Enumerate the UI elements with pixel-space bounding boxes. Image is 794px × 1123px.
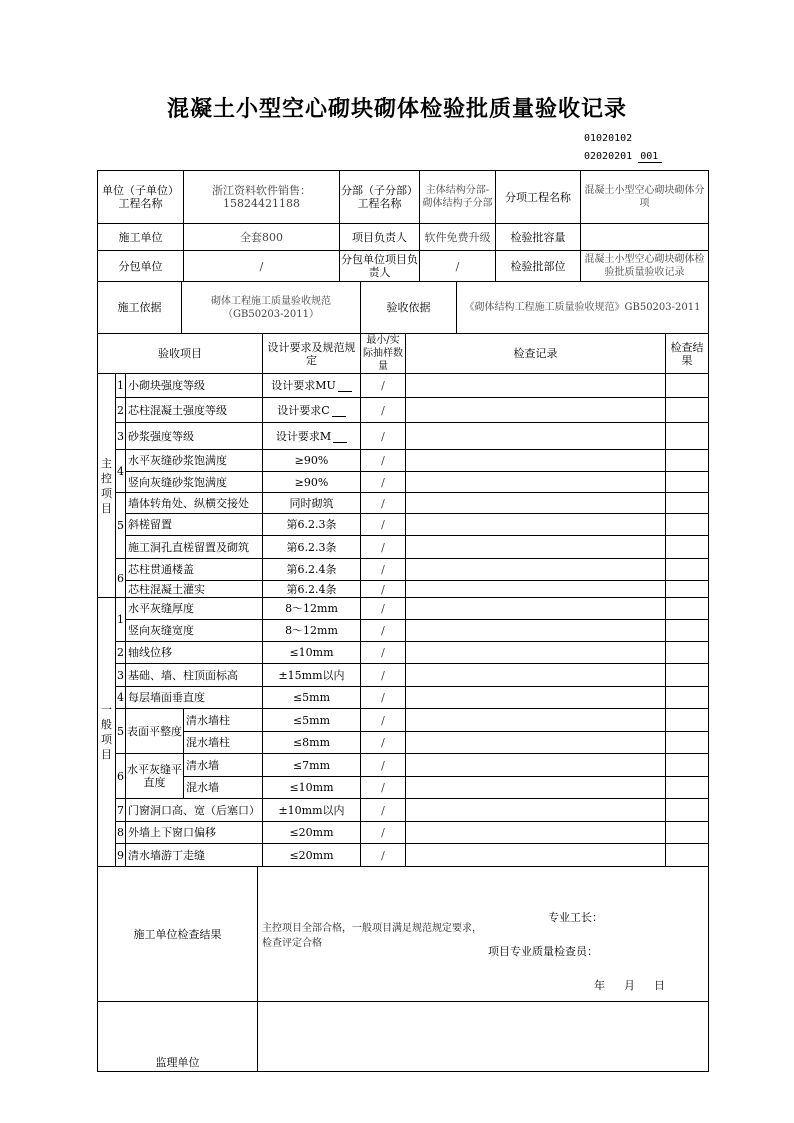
item-spec: 第6.2.3条 [263, 536, 361, 559]
item-name: 清水墙游丁走缝 [126, 844, 263, 867]
item-record[interactable] [406, 581, 666, 598]
item-sample: / [361, 374, 406, 398]
accept-basis-value: 《砌体结构工程施工质量验收规范》GB50203-2011 [457, 282, 709, 334]
item-name: 芯柱混凝土强度等级 [126, 398, 263, 423]
main-control-label: 主控项目 [98, 374, 116, 598]
item-number: 6 [116, 559, 126, 598]
item-result[interactable] [666, 822, 709, 844]
header-sample: 最小/实际抽样数量 [361, 334, 406, 374]
item-record[interactable] [406, 822, 666, 844]
item-name: 混水墙柱 [184, 732, 263, 754]
item-record[interactable] [406, 844, 666, 867]
item-sample: / [361, 709, 406, 732]
date-label: 年 月 日 [594, 979, 669, 992]
form-code-2: 02020201 001 [584, 151, 662, 163]
item-name: 门窗洞口高、宽（后塞口） [126, 799, 263, 822]
header-result: 检查结果 [666, 334, 709, 374]
general-label: 一般项目 [98, 598, 116, 867]
pm-label: 项目负责人 [340, 224, 420, 251]
item-name: 竖向灰缝砂浆饱满度 [126, 472, 263, 493]
subcontractor-value: / [184, 251, 340, 282]
item-sample: / [361, 664, 406, 687]
location-label: 检验批部位 [496, 251, 581, 282]
item-result[interactable] [666, 374, 709, 398]
item-name: 基础、墙、柱顶面标高 [126, 664, 263, 687]
item-name: 外墙上下窗口偏移 [126, 822, 263, 844]
item-record[interactable] [406, 620, 666, 642]
item-spec: 设计要求MU [263, 374, 361, 398]
item-result[interactable] [666, 732, 709, 754]
item-spec: ≤20mm [263, 822, 361, 844]
item-name: 小砌块强度等级 [126, 374, 263, 398]
item-name: 砂浆强度等级 [126, 423, 263, 450]
item-spec: 8～12mm [263, 620, 361, 642]
constructor-label: 施工单位 [98, 224, 184, 251]
item-spec: ≥90% [263, 472, 361, 493]
item-sample: / [361, 799, 406, 822]
form-serial: 001 [638, 151, 662, 163]
item-name: 施工洞孔直槎留置及砌筑 [126, 536, 263, 559]
sub-pm-value: / [420, 251, 496, 282]
item-result[interactable] [666, 450, 709, 472]
item-number: 5 [116, 709, 126, 754]
item-sample: / [361, 620, 406, 642]
item-result[interactable] [666, 398, 709, 423]
item-number: 3 [116, 664, 126, 687]
item-result[interactable] [666, 472, 709, 493]
item-record[interactable] [406, 754, 666, 777]
item-result[interactable] [666, 687, 709, 709]
item-name: 水平灰缝砂浆饱满度 [126, 450, 263, 472]
item-result[interactable] [666, 598, 709, 620]
basis-value: 砌体工程施工质量验收规范（GB50203-2011） [182, 282, 361, 334]
item-result[interactable] [666, 799, 709, 822]
item-sample: / [361, 822, 406, 844]
item-group: 水平灰缝平直度 [126, 754, 184, 799]
item-sample: / [361, 450, 406, 472]
item-result[interactable] [666, 559, 709, 581]
item-result[interactable] [666, 664, 709, 687]
item-spec: ≤10mm [263, 642, 361, 664]
item-record[interactable] [406, 777, 666, 799]
unit-value: 浙江资料软件销售：15824421188 [184, 171, 340, 224]
item-sample: / [361, 559, 406, 581]
constructor-check-label: 施工单位检查结果 [98, 867, 258, 1002]
item-sample: / [361, 581, 406, 598]
part-value: 主体结构分部-砌体结构子分部 [420, 171, 496, 224]
item-spec: ≤5mm [263, 709, 361, 732]
item-sample: / [361, 732, 406, 754]
inspector-label: 项目专业质量检查员： [488, 945, 598, 958]
item-number: 2 [116, 642, 126, 664]
item-record[interactable] [406, 514, 666, 536]
item-sample: / [361, 423, 406, 450]
item-result[interactable] [666, 709, 709, 732]
item-spec: ≤7mm [263, 754, 361, 777]
item-spec: ≥90% [263, 450, 361, 472]
item-number: 9 [116, 844, 126, 867]
basis-label: 施工依据 [98, 282, 182, 334]
item-record[interactable] [406, 536, 666, 559]
item-record[interactable] [406, 642, 666, 664]
item-number: 5 [116, 493, 126, 559]
sub-pm-label: 分包单位项目负责人 [340, 251, 420, 282]
item-name: 每层墙面垂直度 [126, 687, 263, 709]
item-sample: / [361, 598, 406, 620]
item-result[interactable] [666, 536, 709, 559]
foreman-label: 专业工长： [548, 911, 603, 924]
item-result[interactable] [666, 581, 709, 598]
sub-project-value: 混凝土小型空心砌块砌体分项 [581, 171, 709, 224]
item-record[interactable] [406, 709, 666, 732]
unit-label: 单位（子单位）工程名称 [98, 171, 184, 224]
item-sample: / [361, 777, 406, 799]
item-sample: / [361, 536, 406, 559]
item-number: 3 [116, 423, 126, 450]
item-number: 4 [116, 450, 126, 493]
item-number: 2 [116, 398, 126, 423]
header-record: 检查记录 [406, 334, 666, 374]
item-result[interactable] [666, 493, 709, 514]
location-value: 混凝土小型空心砌块砌体检验批质量验收记录 [581, 251, 709, 282]
item-number: 8 [116, 822, 126, 844]
item-record[interactable] [406, 398, 666, 423]
capacity-value [581, 224, 709, 251]
item-record[interactable] [406, 374, 666, 398]
accept-basis-label: 验收依据 [361, 282, 457, 334]
pm-value: 软件免费升级 [420, 224, 496, 251]
item-number: 4 [116, 687, 126, 709]
part-label: 分部（子分部）工程名称 [340, 171, 420, 224]
item-result[interactable] [666, 514, 709, 536]
item-record[interactable] [406, 472, 666, 493]
item-group: 表面平整度 [126, 709, 184, 754]
header-item: 验收项目 [98, 334, 263, 374]
item-spec: 第6.2.3条 [263, 514, 361, 536]
item-result[interactable] [666, 844, 709, 867]
item-sample: / [361, 493, 406, 514]
item-sample: / [361, 844, 406, 867]
item-name: 竖向灰缝宽度 [126, 620, 263, 642]
item-record[interactable] [406, 493, 666, 514]
supervisor-label: 监理单位 [98, 1002, 258, 1072]
constructor-check-result[interactable] [258, 867, 709, 1002]
item-number: 1 [116, 374, 126, 398]
item-name: 墙体转角处、纵横交接处 [126, 493, 263, 514]
item-spec: 设计要求M [263, 423, 361, 450]
item-spec: ≤20mm [263, 844, 361, 867]
item-sample: / [361, 687, 406, 709]
item-name: 轴线位移 [126, 642, 263, 664]
item-result[interactable] [666, 754, 709, 777]
supervisor-result[interactable] [258, 1002, 709, 1072]
item-spec: 8～12mm [263, 598, 361, 620]
sub-project-label: 分项工程名称 [496, 171, 581, 224]
item-result[interactable] [666, 423, 709, 450]
item-record[interactable] [406, 450, 666, 472]
item-name: 斜槎留置 [126, 514, 263, 536]
item-name: 芯柱混凝土灌实 [126, 581, 263, 598]
check-result-text: 主控项目全部合格，一般项目满足规范规定要求，检查评定合格 [262, 923, 482, 949]
item-spec: 同时砌筑 [263, 493, 361, 514]
item-sample: / [361, 472, 406, 493]
item-result[interactable] [666, 642, 709, 664]
item-sample: / [361, 398, 406, 423]
item-record[interactable] [406, 423, 666, 450]
item-record[interactable] [406, 799, 666, 822]
item-record[interactable] [406, 598, 666, 620]
item-spec: 第6.2.4条 [263, 559, 361, 581]
item-number: 1 [116, 598, 126, 642]
item-spec: ≤8mm [263, 732, 361, 754]
item-name: 清水墙 [184, 754, 263, 777]
item-result[interactable] [666, 620, 709, 642]
item-name: 芯柱贯通楼盖 [126, 559, 263, 581]
item-sample: / [361, 642, 406, 664]
item-sample: / [361, 754, 406, 777]
form-code-1: 01020102 [584, 133, 633, 144]
capacity-label: 检验批容量 [496, 224, 581, 251]
item-name: 水平灰缝厚度 [126, 598, 263, 620]
item-sample: / [361, 514, 406, 536]
item-spec: ±15mm以内 [263, 664, 361, 687]
item-number: 7 [116, 799, 126, 822]
item-record[interactable] [406, 732, 666, 754]
item-spec: 第6.2.4条 [263, 581, 361, 598]
item-number: 6 [116, 754, 126, 799]
item-spec: ±10mm以内 [263, 799, 361, 822]
item-name: 混水墙 [184, 777, 263, 799]
item-spec: 设计要求C [263, 398, 361, 423]
subcontractor-label: 分包单位 [98, 251, 184, 282]
item-record[interactable] [406, 559, 666, 581]
inspection-form [97, 170, 708, 1069]
item-result[interactable] [666, 777, 709, 799]
constructor-value: 全套800 [184, 224, 340, 251]
item-spec: ≤5mm [263, 687, 361, 709]
item-name: 清水墙柱 [184, 709, 263, 732]
page-title: 混凝土小型空心砌块砌体检验批质量验收记录 [166, 96, 627, 122]
item-record[interactable] [406, 664, 666, 687]
item-record[interactable] [406, 687, 666, 709]
header-design: 设计要求及规范规定 [263, 334, 361, 374]
item-spec: ≤10mm [263, 777, 361, 799]
